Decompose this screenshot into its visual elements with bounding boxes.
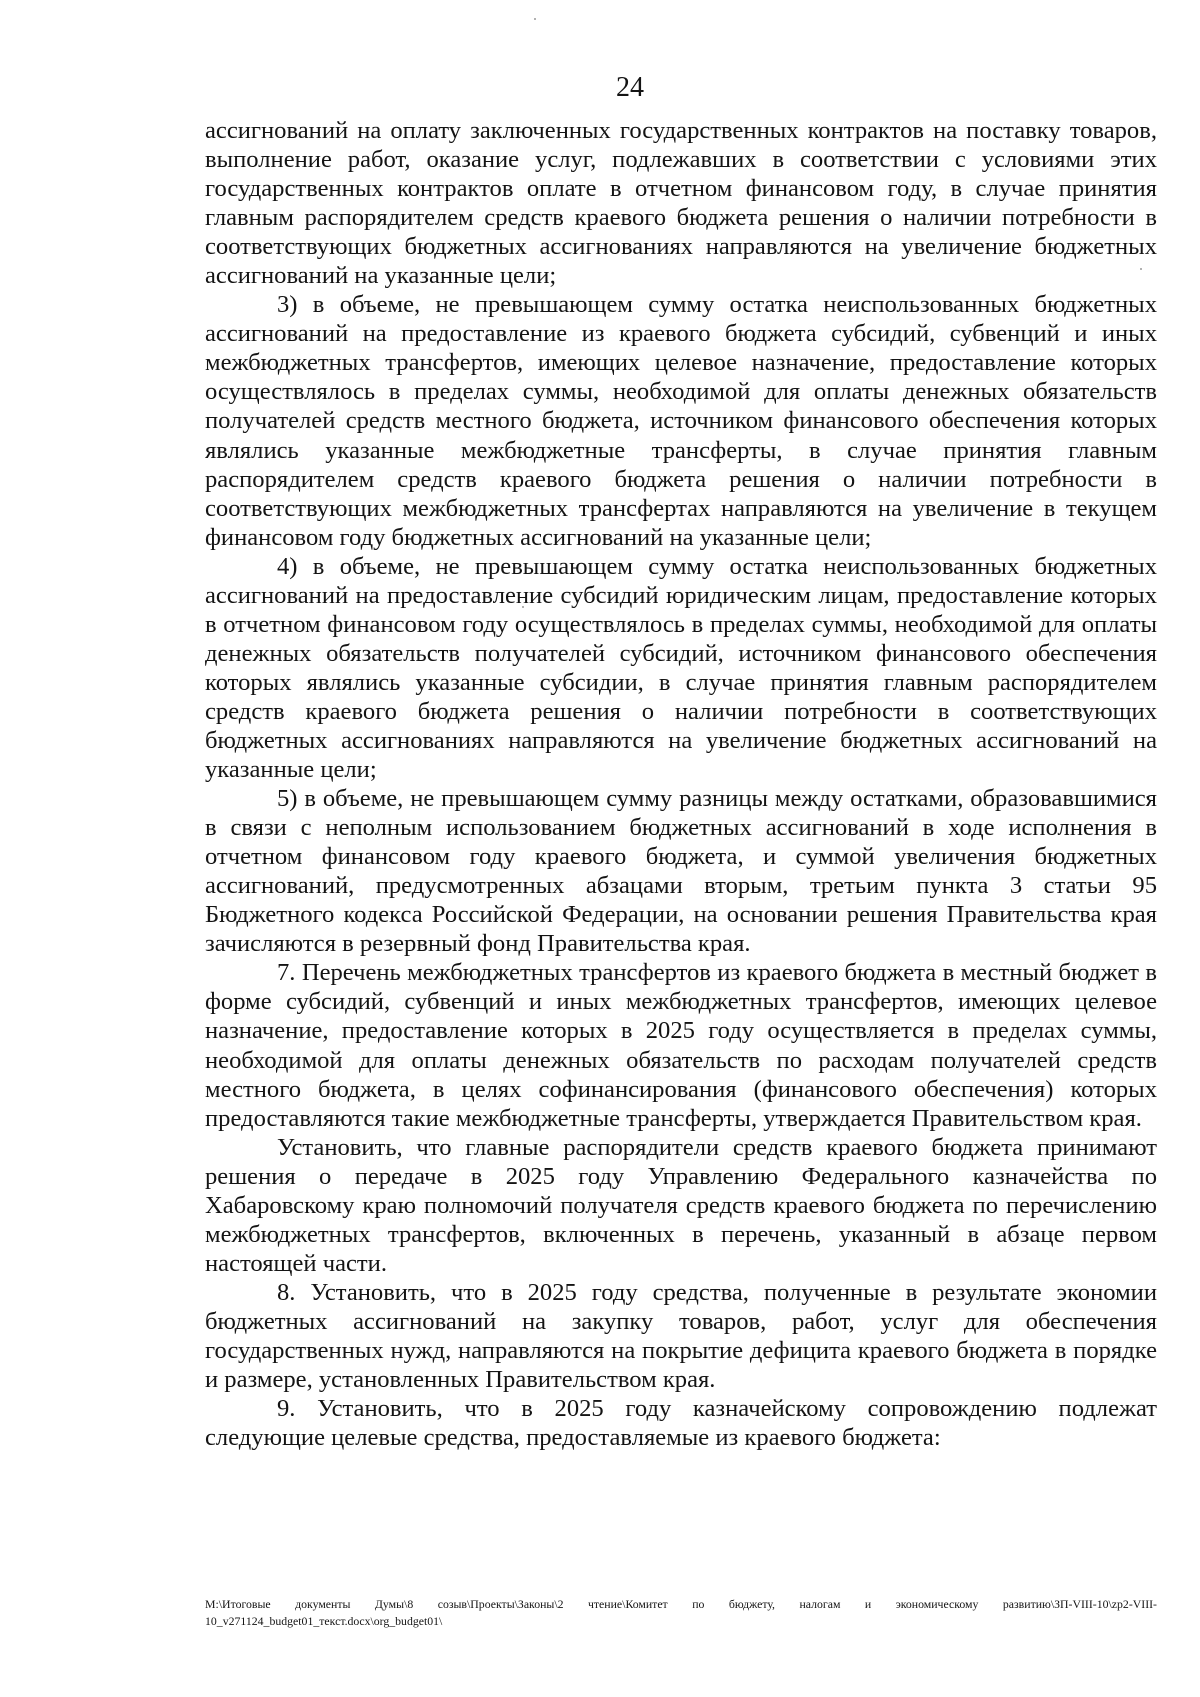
paragraph-item-3: 3) в объеме, не превышающем сумму остатка неиспользованных бюджетных ассигнований на предоставление из краевого бюджета субсидий, субвенций и иных межбюджетных трансфертов, имеющих целевое назначение, предоставление которых осуществлялось в пределах суммы, необходимой для оплаты денежных обязательств получателей средств местного бюджета, источником финансового обеспечения которых являлись указанные межбюджетные трансферты, в случае принятия главным распорядителем средств краевого бюджета решения о наличии потребности в соответствующих межбюджетных трансфертах направляются на увеличение в текущем финансовом году бюджетных ассигнований на указанные цели; (205, 291, 1157, 551)
paragraph-part-8: 8. Установить, что в 2025 году средства, полученные в результате экономии бюджетных ассигнований на закупку товаров, работ, услуг для обеспечения государственных нужд, направляются на покрытие дефицита краевого бюджета в порядке и размере, установленных Правительством края. (205, 1278, 1157, 1394)
paragraph-part-9: 9. Установить, что в 2025 году казначейскому сопровождению подлежат следующие целевые средства, предоставляемые из краевого бюджета: (205, 1395, 1157, 1452)
paragraph-item-4: 4) в объеме, не превышающем сумму остатка неиспользованных бюджетных ассигнований на предоставление субсидий юридическим лицам, предоставление которых в отчетном финансовом году осуществлялось в пределах суммы, необходимой для оплаты денежных обязательств получателей субсидий, источником финансового обеспечения которых являлись указанные субсидии, в случае принятия главным распорядителем средств краевого бюджета решения о наличии потребности в соответствующих бюджетных ассигнованиях направляются на увеличение бюджетных ассигнований на указанные цели; (205, 552, 1157, 784)
paragraph-continuation: ассигнований на оплату заключенных государственных контрактов на поставку товаров, выполнение работ, оказание услуг, подлежавших в соответствии с условиями этих государственных контрактов оплате в отчетном финансовом году, в случае принятия главным распорядителем средств краевого бюджета решения о наличии потребности в соответствующих бюджетных ассигнованиях направляются на увеличение бюджетных ассигнований на указанные цели; (205, 117, 1157, 290)
document-body (205, 116, 1157, 1452)
paragraph-item-5: 5) в объеме, не превышающем сумму разницы между остатками, образовавшимися в связи с неполным использованием бюджетных ассигнований в ходе исполнения в отчетном финансовом году краевого бюджета, и суммой увеличения бюджетных ассигнований, предусмотренных абзацами вторым, третьим пункта 3 статьи 95 Бюджетного кодекса Российской Федерации, на основании решения Правительства края зачисляются в резервный фонд Правительства края. (205, 785, 1157, 958)
page-number: 24 (616, 72, 644, 103)
scan-speck (534, 18, 536, 20)
paragraph-part-7-second: Установить, что главные распорядители средств краевого бюджета принимают решения о передаче в 2025 году Управлению Федерального казначейства по Хабаровскому краю полномочий получателя средств краевого бюджета по перечислению межбюджетных трансфертов, включенных в перечень, указанный в абзаце первом настоящей части. (205, 1133, 1157, 1277)
footer-file-path: M:\Итоговые документы Думы\8 созыв\Проекты\Законы\2 чтение\Комитет по бюджету, налогам и экономическому развитию\ЗП-VIII-10\zp2-VIII-10_v271124_budget01_текст.docx\org_budget01\ (205, 1597, 1157, 1628)
paragraph-part-7: 7. Перечень межбюджетных трансфертов из краевого бюджета в местный бюджет в форме субсидий, субвенций и иных межбюджетных трансфертов, имеющих целевое назначение, предоставление которых в 2025 году осуществляется в пределах суммы, необходимой для оплаты денежных обязательств по расходам получателей средств местного бюджета, в целях софинансирования (финансового обеспечения) которых предоставляются такие межбюджетные трансферты, утверждается Правительством края. (205, 959, 1157, 1132)
